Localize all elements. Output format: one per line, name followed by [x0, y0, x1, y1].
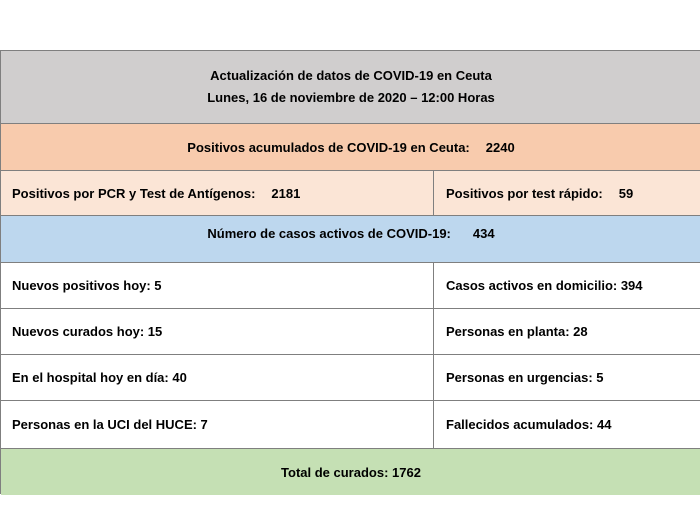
new-recovered-cell: [1, 309, 434, 354]
report-title: Actualización de datos de COVID-19 en Ceuta: [210, 68, 492, 83]
active-cases-value: 434: [472, 226, 495, 241]
home-active-text: Casos activos en domicilio: 394: [446, 278, 643, 293]
icu-cell: [1, 401, 434, 448]
ward-text: Personas en planta: 28: [446, 324, 588, 339]
deceased-cell: [434, 401, 700, 448]
active-cases-row: [1, 216, 700, 263]
covid-data-table: [0, 50, 700, 494]
stats-row: [1, 401, 700, 449]
hospital-today-text: En el hospital hoy en día: 40: [12, 370, 187, 385]
accumulated-row: [1, 124, 700, 171]
accumulated-label: Positivos acumulados de COVID-19 en Ceuta:: [187, 139, 470, 155]
stats-row: [1, 355, 700, 401]
rapid-test-cell: [434, 171, 700, 215]
pcr-cell: [1, 171, 434, 215]
new-positives-cell: [1, 263, 434, 308]
total-recovered-cell: [1, 449, 700, 495]
new-positives-text: Nuevos positivos hoy: 5: [12, 278, 162, 293]
new-recovered-text: Nuevos curados hoy: 15: [12, 324, 163, 339]
header-row: [1, 51, 700, 124]
hospital-today-cell: [1, 355, 434, 400]
deceased-text: Fallecidos acumulados: 44: [446, 417, 612, 432]
header-cell: [1, 51, 700, 123]
emergency-text: Personas en urgencias: 5: [446, 370, 604, 385]
stats-row: [1, 309, 700, 355]
icu-text: Personas en la UCI del HUCE: 7: [12, 417, 208, 432]
breakdown-row: [1, 171, 700, 216]
active-cases-cell: [1, 216, 700, 262]
home-active-cell: [434, 263, 700, 308]
accumulated-cell: [1, 124, 700, 170]
pcr-label: Positivos por PCR y Test de Antígenos:: [12, 185, 256, 201]
total-recovered-row: [1, 449, 700, 495]
report-date: Lunes, 16 de noviembre de 2020 – 12:00 Horas: [207, 90, 495, 105]
stats-row: [1, 263, 700, 309]
ward-cell: [434, 309, 700, 354]
accumulated-value: 2240: [485, 139, 515, 155]
rapid-test-value: 59: [618, 185, 634, 201]
emergency-cell: [434, 355, 700, 400]
rapid-test-label: Positivos por test rápido:: [446, 185, 603, 201]
active-cases-label: Número de casos activos de COVID-19:: [207, 226, 451, 241]
pcr-value: 2181: [271, 185, 301, 201]
total-recovered-text: Total de curados: 1762: [281, 464, 421, 480]
